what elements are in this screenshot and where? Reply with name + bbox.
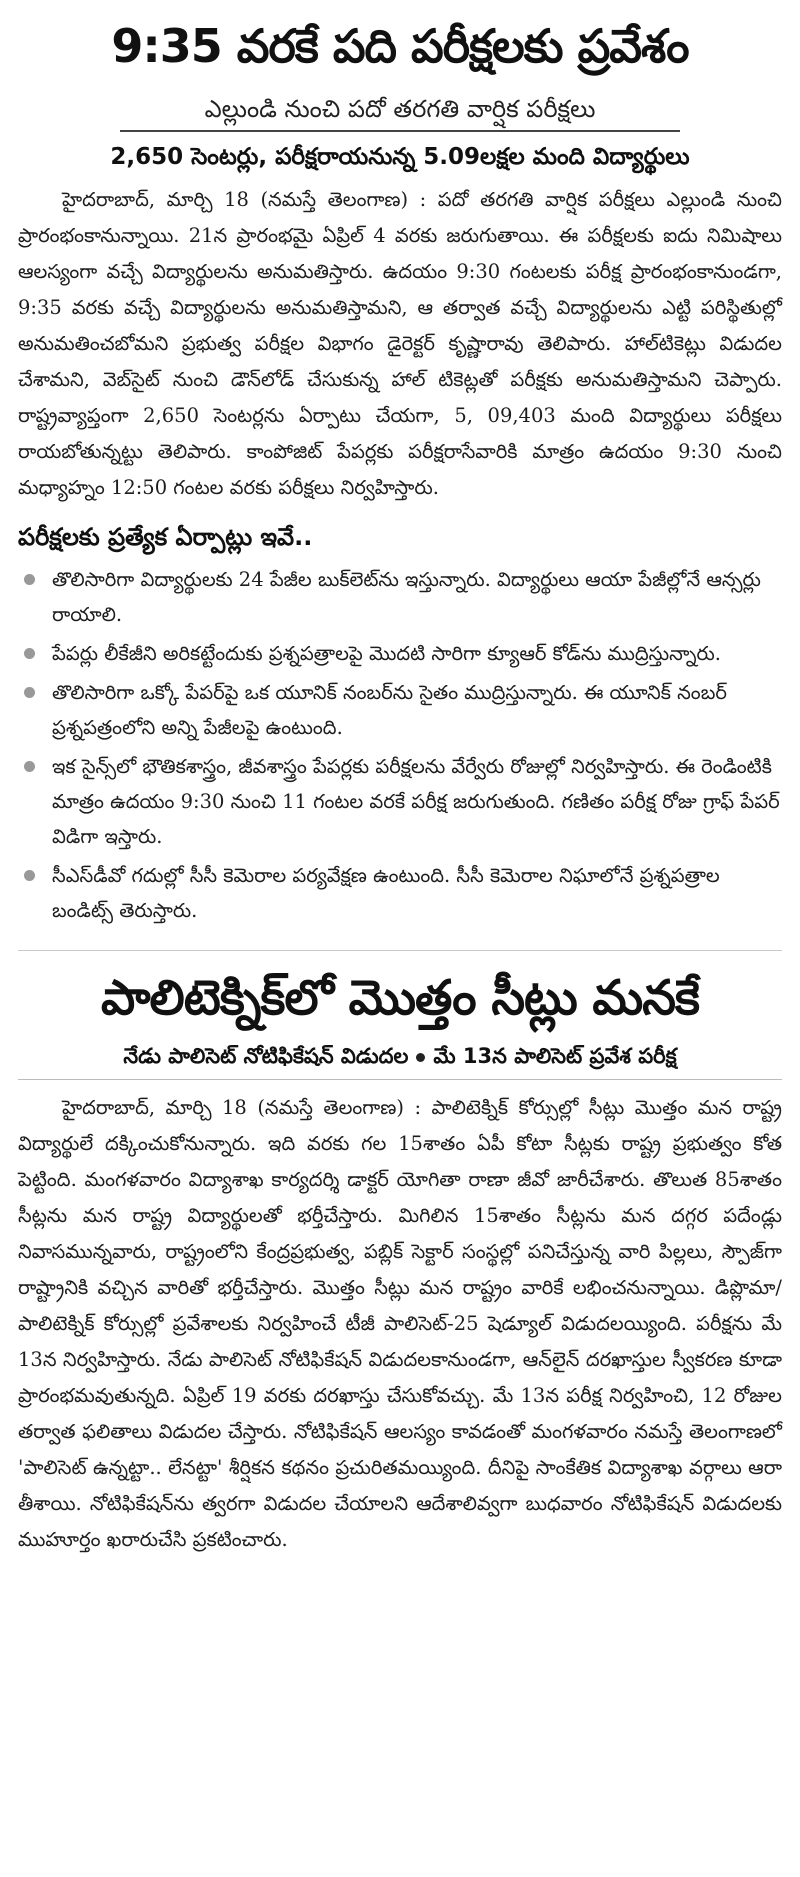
article1-body: హైదరాబాద్, మార్చి 18 (నమస్తే తెలంగాణ) : పదో తరగతి వార్షిక పరీక్షలు ఎల్లుండి నుంచి ప్రారంభంకానున్నాయి. 21న ప్రారంభమై ఏప్రిల్ 4 వరకు జరుగుతాయి. ఈ పరీక్షలకు ఐదు నిమిషాలు ఆలస్యంగా వచ్చే విద్యార్థులను అనుమతిస్తారు. ఉదయం 9:30 గంటలకు పరీక్ష ప్రారంభంకానుండగా, 9:35 వరకు వచ్చే విద్యార్థులను అనుమతిస్తామని, ఆ తర్వాత వచ్చే విద్యార్థులను ఎట్టి పరిస్థితుల్లో అనుమతించబోమని ప్రభుత్వ పరీక్షల విభాగం డైరెక్టర్ కృష్ణారావు తెలిపారు. హాల్‌టికెట్లు విడుదల చేశామని, వెబ్‌సైట్ నుంచి డౌన్‌లోడ్ చేసుకున్న హాల్ టికెట్లతో పరీక్షకు అనుమతిస్తామని చెప్పారు. రాష్ట్రవ్యాప్తంగా 2,650 సెంటర్లను ఏర్పాటు చేయగా, 5, 09,403 మంది విద్యార్థులు పరీక్షలు రాయబోతున్నట్టు తెలిపారు. కాంపోజిట్ పేపర్లకు పరీక్షరాసేవారికి మాత్రం ఉదయం 9:30 నుంచి మధ్యాహ్నం 12:50 గంటల వరకు పరీక్షలు నిర్వహిస్తారు. <box>18 188 782 499</box>
article1-subhead: 2,650 సెంటర్లు, పరీక్షరాయనున్న 5.09లక్షల మంది విద్యార్థులు <box>110 144 690 170</box>
kicker-underline <box>18 1079 782 1080</box>
article-polycet <box>18 969 782 1558</box>
article-divider <box>18 950 782 951</box>
arrangements-list <box>18 562 782 928</box>
kicker-left: నేడు పాలిసెట్ నోటిఫికేషన్ విడుదల <box>123 1044 409 1068</box>
arrangements-heading: పరీక్షలకు ప్రత్యేక ఏర్పాట్లు ఇవే.. <box>18 523 313 551</box>
list-item-text: పేపర్లు లీకేజీని అరికట్టేందుకు ప్రశ్నపత్రాలపై మొదటి సారిగా క్యూఆర్ కోడ్‌ను ముద్రిస్తున్నారు. <box>52 642 722 665</box>
bullet-dot-icon <box>24 648 35 659</box>
list-item-text: తొలిసారిగా ఒక్కో పేపర్‌పై ఒక యూనిక్ నంబర్‌ను సైతం ముద్రిస్తున్నారు. ఈ యూనిక్ నంబర్ ప్రశ్నపత్రంలోని అన్ని పేజీలపై ఉంటుంది. <box>52 681 727 739</box>
list-item-text: సీఎస్‌డీవో గదుల్లో సీసీ కెమెరాల పర్యవేక్షణ ఉంటుంది. సీసీ కెమెరాల నిఘాలోనే ప్రశ్నపత్రాల బండిట్స్ తెరుస్తారు. <box>52 864 720 922</box>
bullet-dot-icon <box>24 870 35 881</box>
bullet-dot-icon <box>24 687 35 698</box>
list-item <box>18 675 782 745</box>
article2-kicker <box>18 1041 782 1071</box>
article1-kicker: ఎల్లుండి నుంచి పదో తరగతి వార్షిక పరీక్షలు <box>204 95 596 123</box>
bullet-dot-icon <box>24 574 35 585</box>
bullet-dot-icon <box>24 761 35 772</box>
article2-body: హైదరాబాద్, మార్చి 18 (నమస్తే తెలంగాణ) : పాలిటెక్నిక్ కోర్సుల్లో సీట్లు మొత్తం మన రాష్ట్ర విద్యార్థులే దక్కించుకోనున్నారు. ఇది వరకు గల 15శాతం ఏపీ కోటా సీట్లకు రాష్ట్ర ప్రభుత్వం కోత పెట్టింది. మంగళవారం విద్యాశాఖ కార్యదర్శి డాక్టర్ యోగితా రాణా జీవో జారీచేశారు. తొలుత 85శాతం సీట్లను మన రాష్ట్ర విద్యార్థులతో భర్తీచేస్తారు. మిగిలిన 15శాతం సీట్లను మన దగ్గర పదేండ్లు నివాసమున్నవారు, రాష్ట్రంలోని కేంద్రప్రభుత్వ, పబ్లిక్ సెక్టార్ సంస్థల్లో పనిచేస్తున్న వారి పిల్లలు, స్పౌజ్‌గా రాష్ట్రానికి వచ్చిన వారితో భర్తీచేస్తారు. మొత్తం సీట్లు మన రాష్ట్రం వారికే లభించనున్నాయి. డిప్లొమా/పాలిటెక్నిక్ కోర్సుల్లో ప్రవేశాలకు నిర్వహించే టీజీ పాలిసెట్-25 షెడ్యూల్ విడుదలయ్యింది. పరీక్షను మే 13న నిర్వహిస్తారు. నేడు పాలిసెట్ నోటిఫికేషన్ విడుదలకానుండగా, ఆన్‌లైన్ దరఖాస్తుల స్వీకరణ కూడా ప్రారంభమవుతున్నది. ఏప్రిల్ 19 వరకు దరఖాస్తు చేసుకోవచ్చు. మే 13న పరీక్ష నిర్వహించి, 12 రోజుల తర్వాత ఫలితాలు విడుదల చేస్తారు. నోటిఫికేషన్ ఆలస్యం కావడంతో మంగళవారం నమస్తే తెలంగాణలో 'పాలిసెట్ ఉన్నట్టా.. లేనట్టా' శీర్షికన కథనం ప్రచురితమయ్యింది. దీనిపై సాంకేతిక విద్యాశాఖ వర్గాలు ఆరా తీశాయి. నోటిఫికేషన్‌ను త్వరగా విడుదల చేయాలని ఆదేశాలివ్వగా బుధవారం నోటిఫికేషన్ విడుదలకు ముహూర్తం ఖరారుచేసి ప్రకటించారు. <box>18 1096 782 1551</box>
kicker-underline <box>120 130 680 132</box>
separator-dot-icon <box>416 1053 425 1062</box>
list-item-text: తొలిసారిగా విద్యార్థులకు 24 పేజీల బుక్‌లెట్‌ను ఇస్తున్నారు. విద్యార్థులు ఆయా పేజీల్లోనే ఆన్సర్లు రాయాలి. <box>52 568 761 626</box>
list-item-text: ఇక సైన్స్‌లో భౌతికశాస్త్రం, జీవశాస్త్రం పేపర్లకు పరీక్షలను వేర్వేరు రోజుల్లో నిర్వహిస్తారు. ఈ రెండింటికి మాత్రం ఉదయం 9:30 నుంచి 11 గంటల వరకే పరీక్ష జరుగుతుంది. గణితం పరీక్ష రోజు గ్రాఫ్ పేపర్ విడిగా ఇస్తారు. <box>52 755 780 848</box>
list-item <box>18 562 782 632</box>
list-item <box>18 636 782 671</box>
article-ssc-exams <box>18 18 782 928</box>
article2-headline: పాలిటెక్నిక్‌లో మొత్తం సీట్లు మనకే <box>101 970 699 1026</box>
article1-headline: 9:35 వరకే పది పరీక్షలకు ప్రవేశం <box>111 19 689 73</box>
list-item <box>18 858 782 928</box>
list-item <box>18 749 782 854</box>
kicker-right: మే 13న పాలిసెట్ ప్రవేశ పరీక్ష <box>433 1044 677 1068</box>
